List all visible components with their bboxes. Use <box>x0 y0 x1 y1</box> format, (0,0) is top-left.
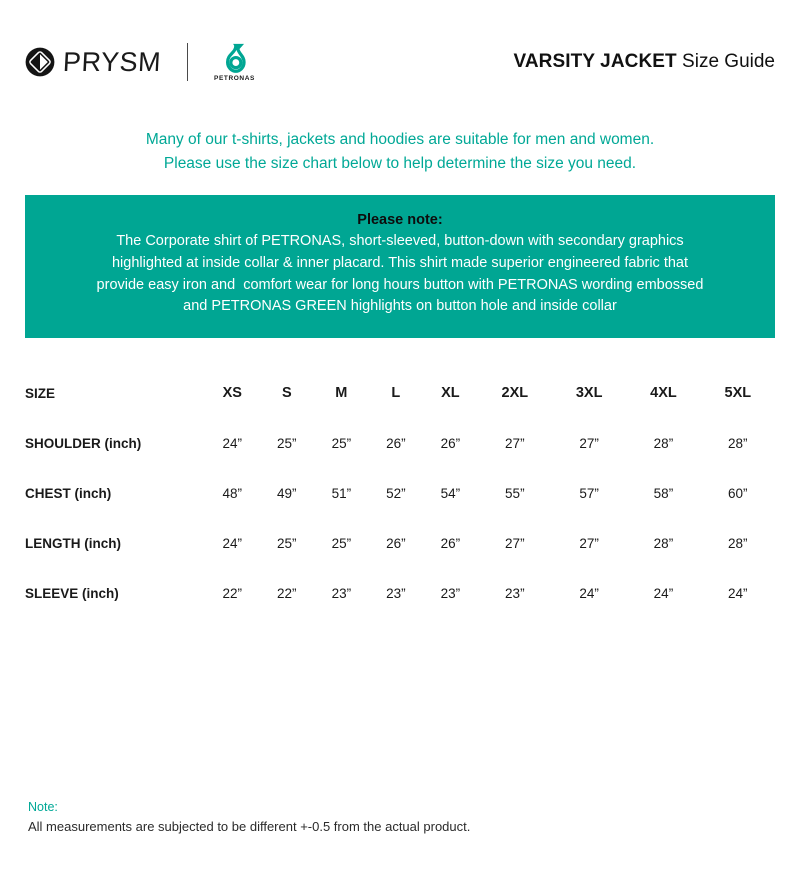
page-title-garment: VARSITY JACKET <box>513 51 677 72</box>
measurement-cell: 49” <box>277 485 297 501</box>
size-column-header: L <box>391 385 401 401</box>
measurement-cell: 23” <box>505 585 525 601</box>
size-column-header: 5XL <box>724 385 752 401</box>
intro-line-2: Please use the size chart below to help determine the size you need. <box>163 155 637 173</box>
measurement-cell: 55” <box>505 485 525 501</box>
measurement-cell: 24” <box>653 585 674 601</box>
petronas-logo <box>214 42 255 82</box>
measurement-cell: 27” <box>505 535 525 551</box>
measurement-cell: 48” <box>222 485 243 501</box>
measurement-cell: 25” <box>277 435 297 451</box>
please-note-body: The Corporate shirt of PETRONAS, short-sleeved, button-down with secondary graphics highlighted at inside collar & inner placard. This shirt made superior engineered fabric that provide easy iron and comfort wear for long hours button with PETRONAS wording embossed and PETRONAS GREEN highlights on button hole and inside collar <box>96 233 708 315</box>
measurement-cell: 51” <box>331 485 352 501</box>
measurement-row-label: SHOULDER (inch) <box>25 435 142 451</box>
table-row <box>25 418 775 468</box>
measurement-cell: 23” <box>386 585 406 601</box>
prysm-diamond-icon <box>25 47 55 77</box>
table-row <box>25 568 775 618</box>
size-column-header: 2XL <box>501 385 529 401</box>
footer-note <box>28 798 470 836</box>
size-column-header: XL <box>441 385 460 401</box>
measurement-cell: 25” <box>331 535 352 551</box>
page-header <box>25 34 775 90</box>
measurement-cell: 23” <box>440 585 461 601</box>
size-column-header: S <box>281 385 292 401</box>
measurement-cell: 58” <box>653 485 674 501</box>
brand-lockup-group <box>25 34 255 90</box>
measurement-cell: 52” <box>386 485 406 501</box>
size-column-header: 4XL <box>650 385 677 401</box>
size-column-header: 3XL <box>575 385 603 401</box>
measurement-cell: 24” <box>579 585 599 601</box>
measurement-cell: 28” <box>653 435 674 451</box>
measurement-cell: 26” <box>440 535 461 551</box>
table-row <box>25 468 775 518</box>
measurement-cell: 24” <box>222 535 243 551</box>
footer-note-text: All measurements are subjected to be different +-0.5 from the actual product. <box>28 818 471 834</box>
measurement-cell: 60” <box>728 485 748 501</box>
measurement-cell: 24” <box>728 585 748 601</box>
page-title <box>513 51 775 73</box>
size-column-header: M <box>335 385 348 401</box>
please-note-box <box>25 195 775 338</box>
intro-line-1: Many of our t-shirts, jackets and hoodies are suitable for men and women. <box>145 131 655 148</box>
table-header-row <box>25 368 775 418</box>
measurement-cell: 27” <box>579 535 599 551</box>
size-chart-table <box>25 368 775 618</box>
page-title-suffix: Size Guide <box>676 51 775 72</box>
measurement-cell: 25” <box>331 435 352 451</box>
petronas-wordmark: PETRONAS <box>214 75 255 82</box>
prysm-logo <box>25 47 161 78</box>
measurement-cell: 28” <box>728 435 748 451</box>
measurement-cell: 26” <box>440 435 461 451</box>
measurement-cell: 22” <box>277 585 297 601</box>
measurement-cell: 26” <box>386 435 406 451</box>
measurement-cell: 54” <box>440 485 461 501</box>
measurement-cell: 27” <box>505 435 525 451</box>
please-note-title: Please note: <box>357 212 443 228</box>
measurement-cell: 23” <box>331 585 352 601</box>
measurement-cell: 28” <box>653 535 674 551</box>
measurement-cell: 57” <box>579 485 599 501</box>
measurement-cell: 25” <box>277 535 297 551</box>
measurement-cell: 24” <box>222 435 243 451</box>
brand-divider <box>187 43 188 81</box>
table-row <box>25 518 775 568</box>
size-column-label: SIZE <box>25 385 56 401</box>
footer-note-label: Note: <box>28 800 58 814</box>
size-column-header: XS <box>222 385 242 401</box>
intro-text <box>60 128 740 176</box>
size-chart-head <box>25 368 775 418</box>
measurement-cell: 22” <box>222 585 243 601</box>
measurement-row-label: CHEST (inch) <box>25 485 112 501</box>
petronas-droplet-icon <box>219 42 249 74</box>
measurement-row-label: SLEEVE (inch) <box>25 585 119 601</box>
measurement-cell: 28” <box>728 535 748 551</box>
measurement-row-label: LENGTH (inch) <box>25 535 121 551</box>
measurement-cell: 26” <box>386 535 406 551</box>
prysm-wordmark: PRYSM <box>62 46 162 77</box>
size-chart-body <box>25 418 775 618</box>
measurement-cell: 27” <box>579 435 599 451</box>
